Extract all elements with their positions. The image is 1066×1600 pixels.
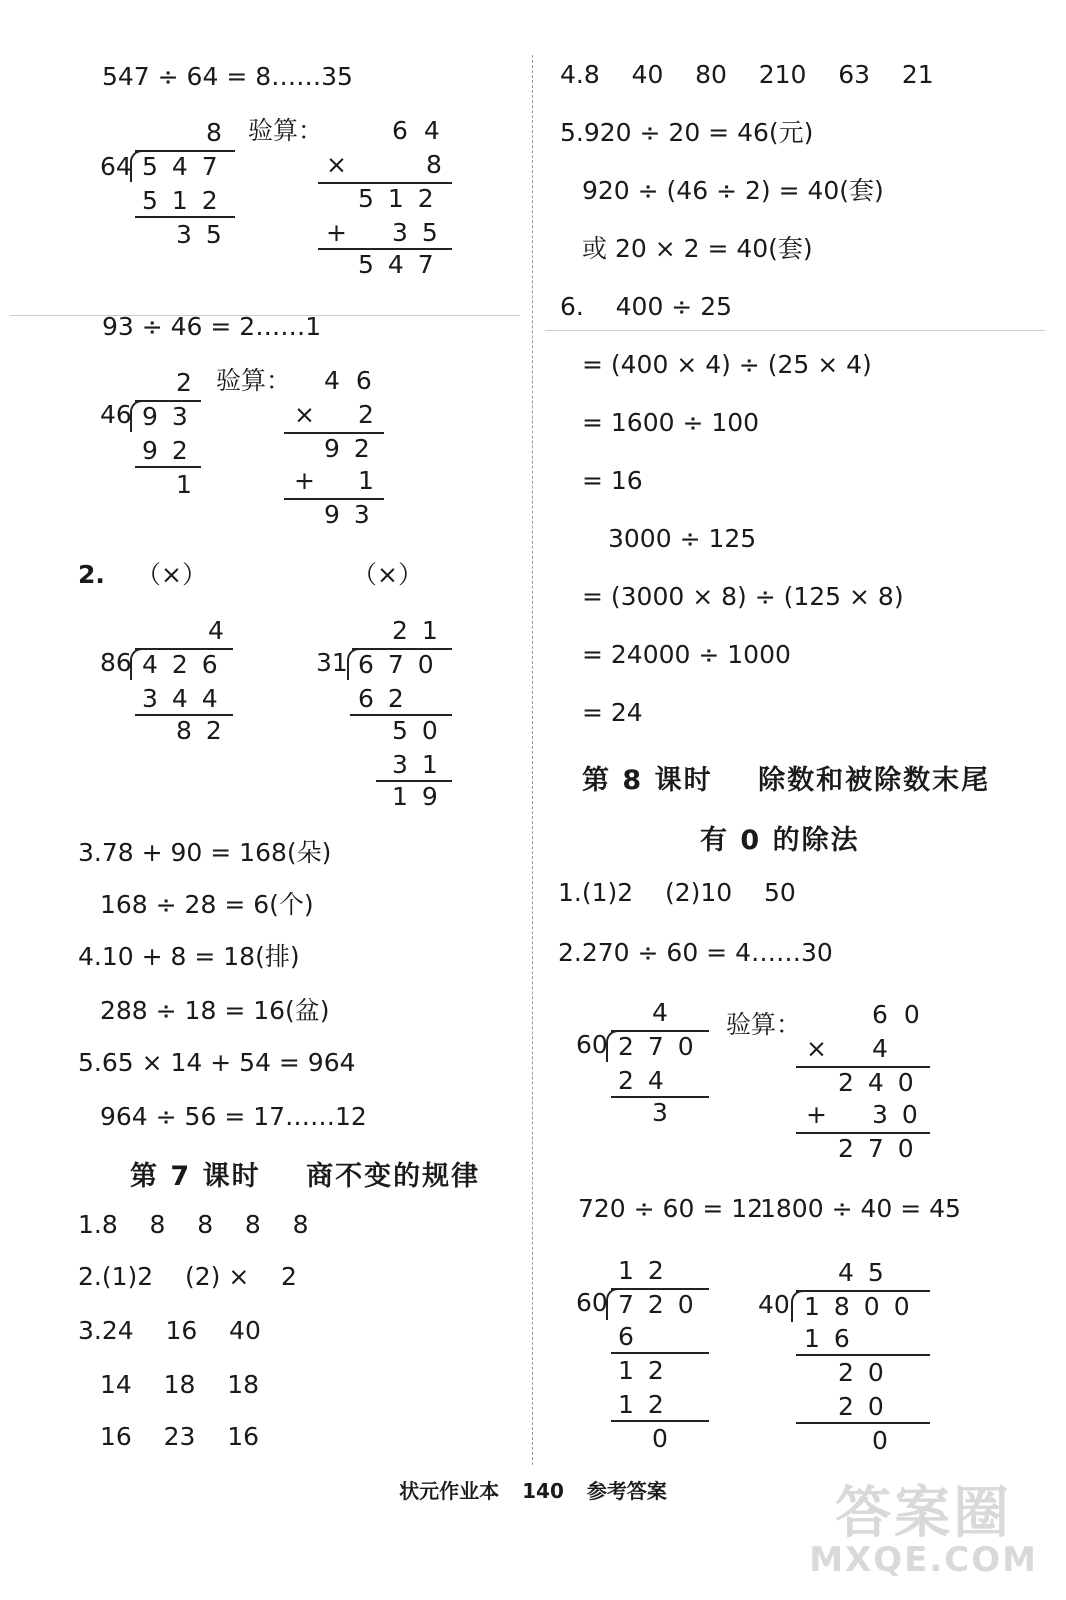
equation: 547 ÷ 64 = 8……35 — [102, 62, 353, 91]
times-sign: × — [294, 400, 315, 429]
question-number: 2. — [78, 560, 105, 589]
lesson-title-cont: 有 0 的除法 — [700, 825, 860, 856]
answer-line: 964 ÷ 56 = 17……12 — [100, 1102, 367, 1131]
answer-line: 168 ÷ 28 = 6(个) — [100, 890, 314, 919]
answer-line: 5.65 × 14 + 54 = 964 — [78, 1048, 356, 1077]
dividend: 547 — [142, 152, 232, 181]
quotient: 2 — [176, 368, 192, 397]
divisor: 40 — [758, 1290, 790, 1319]
dividend: 720 — [618, 1290, 708, 1319]
check-addend: 30 — [872, 1100, 932, 1129]
partial-product: 344 — [142, 684, 232, 713]
watermark-url: MXQE.COM — [809, 1540, 1038, 1580]
check-factor: 2 — [358, 400, 374, 429]
divisor: 60 — [576, 1288, 608, 1317]
answer-line: 16 23 16 — [100, 1422, 260, 1451]
partial-product: 92 — [142, 436, 202, 465]
answer-line: 3.78 + 90 = 168(朵) — [78, 838, 332, 867]
remainder: 1 — [176, 470, 192, 499]
answer-line: = 1600 ÷ 100 — [582, 408, 760, 437]
answer-line: 4.10 + 8 = 18(排) — [78, 942, 300, 971]
divisor: 64 — [100, 152, 132, 181]
answer-line: 3.24 16 40 — [78, 1316, 261, 1345]
partial-product: 24 — [618, 1066, 678, 1095]
check-label: 验算： — [248, 116, 324, 145]
wrong-mark: （×） — [352, 560, 423, 589]
watermark-logo — [809, 1481, 1038, 1580]
divisor: 86 — [100, 648, 132, 677]
check-product: 92 — [324, 434, 384, 463]
quotient: 8 — [206, 118, 222, 147]
watermark-text: 答案圈 — [835, 1481, 1013, 1546]
subtraction-line — [135, 216, 235, 218]
subtraction-line — [611, 1352, 709, 1354]
partial-remainder: 50 — [392, 716, 452, 745]
plus-sign: + — [806, 1100, 827, 1129]
check-product: 240 — [838, 1068, 928, 1097]
check-addend: 35 — [392, 218, 452, 247]
answer-line: 920 ÷ (46 ÷ 2) = 40(套) — [582, 176, 884, 205]
dividend: 670 — [358, 650, 448, 679]
subtraction-line — [135, 466, 201, 468]
division-bracket — [791, 1290, 803, 1322]
equation: 720 ÷ 60 = 12 — [578, 1194, 764, 1223]
equation: 93 ÷ 46 = 2……1 — [102, 312, 322, 341]
check-factor: 8 — [426, 150, 442, 179]
answer-line: 或 20 × 2 = 40(套) — [582, 234, 813, 263]
section-title: 参考答案 — [586, 1479, 667, 1503]
dividend: 1800 — [804, 1292, 924, 1321]
answer-line: = 24 — [582, 698, 643, 727]
quotient: 21 — [392, 616, 452, 645]
section-divider — [545, 330, 1045, 331]
check-result: 547 — [358, 250, 448, 279]
check-factor: 4 — [872, 1034, 888, 1063]
check-product: 512 — [358, 184, 448, 213]
partial-remainder: 12 — [618, 1356, 678, 1385]
book-title: 状元作业本 — [399, 1479, 500, 1503]
quotient: 12 — [618, 1256, 678, 1285]
quotient: 4 — [208, 616, 224, 645]
answer-line: 1.8 8 8 8 8 — [78, 1210, 309, 1239]
answer-line: 3000 ÷ 125 — [608, 524, 757, 553]
answer-line: 4.8 40 80 210 63 21 — [560, 60, 934, 89]
check-label: 验算： — [216, 366, 292, 395]
divisor: 60 — [576, 1030, 608, 1059]
check-label: 验算： — [726, 1010, 802, 1039]
remainder: 0 — [652, 1424, 668, 1453]
partial-product: 31 — [392, 750, 452, 779]
answer-line: 2.270 ÷ 60 = 4……30 — [558, 938, 833, 967]
plus-sign: + — [326, 218, 347, 247]
answer-line: 14 18 18 — [100, 1370, 260, 1399]
check-result: 270 — [838, 1134, 928, 1163]
answer-line: 5.920 ÷ 20 = 46(元) — [560, 118, 814, 147]
quotient: 45 — [838, 1258, 898, 1287]
partial-product: 62 — [358, 684, 418, 713]
check-factor: 64 — [392, 116, 456, 145]
column-divider — [532, 55, 533, 1465]
answer-line: = 16 — [582, 466, 643, 495]
remainder: 82 — [176, 716, 236, 745]
partial-product: 512 — [142, 186, 232, 215]
subtraction-line — [796, 1422, 930, 1424]
check-result: 93 — [324, 500, 384, 529]
check-factor: 60 — [872, 1000, 936, 1029]
times-sign: × — [806, 1034, 827, 1063]
answer-line: = (3000 × 8) ÷ (125 × 8) — [582, 582, 904, 611]
partial-product: 20 — [838, 1392, 898, 1421]
lesson-title: 第 7 课时 商不变的规律 — [130, 1161, 481, 1192]
check-addend: 1 — [358, 466, 374, 495]
answer-line: = (400 × 4) ÷ (25 × 4) — [582, 350, 872, 379]
equation: 1800 ÷ 40 = 45 — [760, 1194, 961, 1223]
remainder: 0 — [872, 1426, 888, 1455]
remainder: 19 — [392, 782, 452, 811]
remainder: 3 — [652, 1098, 668, 1127]
times-sign: × — [326, 150, 347, 179]
partial-product: 6 — [618, 1322, 634, 1351]
dividend: 93 — [142, 402, 202, 431]
wrong-mark: （×） — [136, 560, 207, 589]
dividend: 426 — [142, 650, 232, 679]
dividend: 270 — [618, 1032, 708, 1061]
answer-line: 1.(1)2 (2)10 50 — [558, 878, 796, 907]
divisor: 31 — [316, 648, 348, 677]
subtraction-line — [796, 1354, 930, 1356]
plus-sign: + — [294, 466, 315, 495]
lesson-title: 第 8 课时 除数和被除数末尾 — [582, 765, 991, 796]
subtraction-line — [611, 1420, 709, 1422]
partial-remainder: 20 — [838, 1358, 898, 1387]
check-factor: 46 — [324, 366, 388, 395]
answer-line: 2.(1)2 (2) × 2 — [78, 1262, 297, 1291]
answer-line: 288 ÷ 18 = 16(盆) — [100, 996, 330, 1025]
page-number: 140 — [522, 1479, 564, 1503]
partial-product: 16 — [804, 1324, 864, 1353]
remainder: 35 — [176, 220, 236, 249]
answer-line: 6. 400 ÷ 25 — [560, 292, 733, 321]
divisor: 46 — [100, 400, 132, 429]
answer-line: = 24000 ÷ 1000 — [582, 640, 791, 669]
partial-product: 12 — [618, 1390, 678, 1419]
quotient: 4 — [652, 998, 668, 1027]
